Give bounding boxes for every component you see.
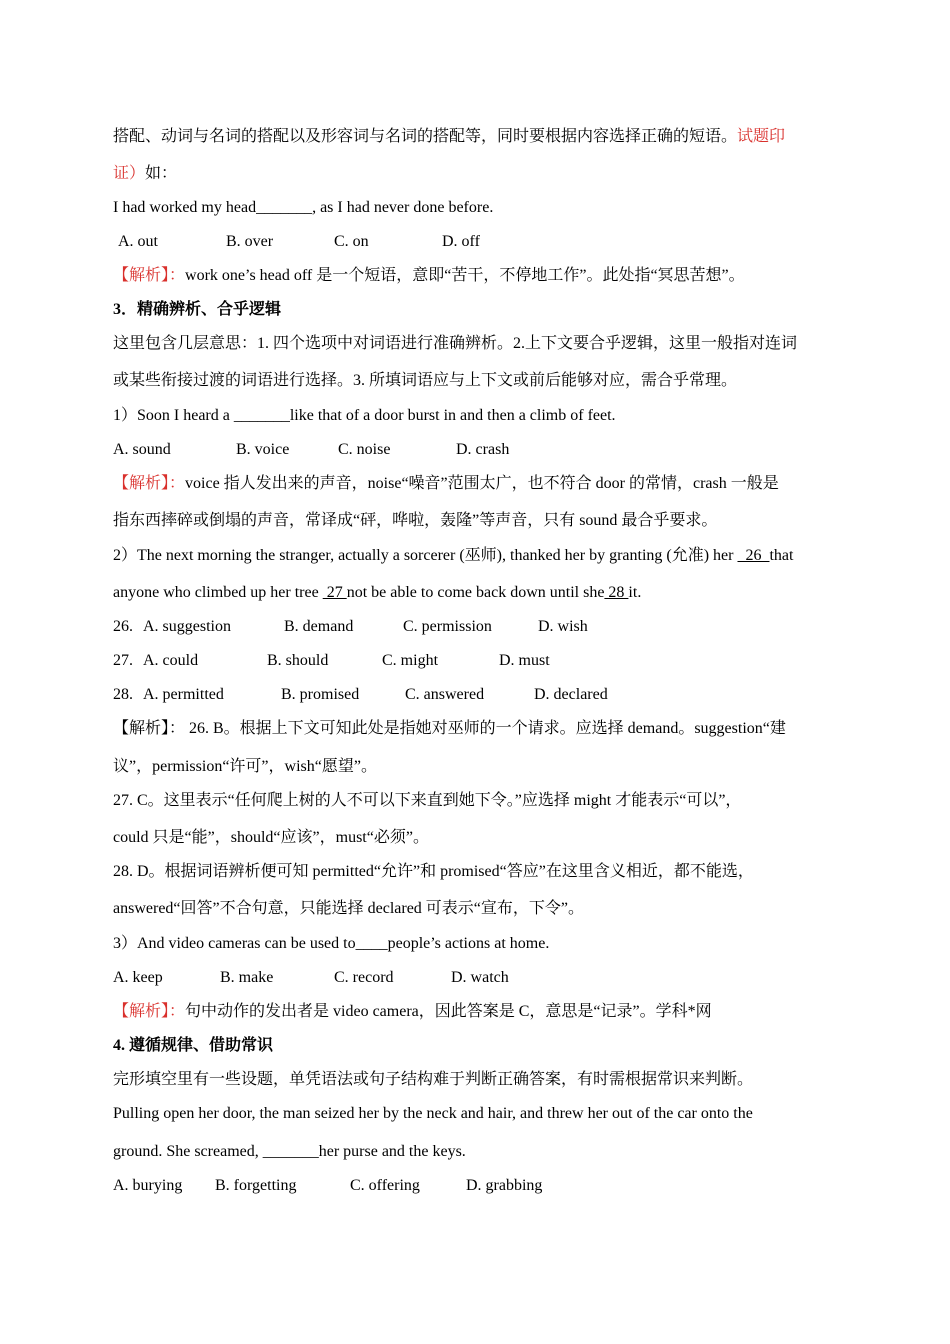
analysis-label: 【解析】： (113, 267, 186, 284)
answer-28-line-1: 28. D。根据词语辨析便可知 permitted“允许”和 promised“答应”在这里含义相近，都不能选， (113, 863, 754, 880)
section-3-desc-1: 这里包含几层意思：1. 四个选项中对词语进行准确辨析。2.上下文要合乎逻辑，这里一般指对连词 (113, 335, 798, 352)
option-a: A. keep (113, 969, 163, 986)
option-d: D. off (442, 233, 480, 250)
option-c: C. on (334, 233, 369, 250)
question-1-analysis-2: 指东西摔碎或倒塌的声音，常译成“砰，哗啦，轰隆”等声音，只有 sound 最合乎要求。 (113, 512, 718, 529)
analysis-text: 句中动作的发出者是 video camera，因此答案是 C，意思是“记录”。学科*网 (185, 1003, 712, 1020)
option-d: D. grabbing (466, 1177, 543, 1194)
answer-28-line-2: answered“回答”不合句意，只能选择 declared 可表示“宣布，下令”。 (113, 900, 585, 917)
question-1-sentence: 1）Soon I heard a _______like that of a door burst in and then a climb of feet. (113, 407, 616, 424)
passage-text: it. (628, 584, 642, 601)
section-4-heading: 4. 遵循规律、借助常识 (113, 1037, 274, 1054)
passage-text: not be able to come back down until she (346, 584, 605, 601)
section-3-heading: 3．精确辨析、合乎逻辑 (113, 301, 282, 318)
passage-text: 2）The next morning the stranger, actually a sorcerer (巫师), thanked her by granting (允准) her (113, 547, 738, 564)
analysis-label: 【解析】： (113, 475, 186, 492)
example-sentence: I had worked my head_______, as I had never done before. (113, 199, 494, 216)
intro-text: 搭配、动词与名词的搭配以及形容词与名词的搭配等，同时要根据内容选择正确的短语。 (113, 128, 738, 145)
question-2-line-2 (113, 583, 641, 603)
option-a: A. out (118, 233, 158, 250)
analysis-text: voice 指人发出来的声音，noise“噪音”范围太广，也不符合 door 的常情，crash 一般是 (185, 475, 779, 492)
question-2-line-1 (113, 546, 793, 566)
option-a: A. burying (113, 1177, 183, 1194)
option-d: D. declared (534, 686, 608, 703)
question-1-analysis-1 (113, 474, 779, 494)
option-d: D. must (499, 652, 550, 669)
source-note: 试题印 (737, 128, 786, 145)
option-d: D. watch (451, 969, 509, 986)
option-a: A. could (143, 652, 199, 669)
option-b: B. voice (236, 441, 290, 458)
option-b: B. demand (284, 618, 354, 635)
option-b: B. make (220, 969, 274, 986)
question-number: 26. (113, 618, 133, 635)
section-3-desc-2: 或某些衔接过渡的词语进行选择。3. 所填词语应与上下文或前后能够对应，需合乎常理。 (113, 372, 738, 389)
answer-27-line-1: 27. C。这里表示“任何爬上树的人不可以下来直到她下令。”应选择 might 才能表示“可以”， (113, 792, 742, 809)
question-number: 27. (113, 652, 133, 669)
option-c: C. might (382, 652, 439, 669)
section-4-desc: 完形填空里有一些设题，单凭语法或句子结构难于判断正确答案，有时需根据常识来判断。 (113, 1071, 754, 1088)
analysis-label: 【解析】： (113, 1003, 186, 1020)
intro-line-2 (113, 164, 177, 184)
option-d: D. crash (456, 441, 510, 458)
option-b: B. forgetting (215, 1177, 297, 1194)
option-c: C. noise (338, 441, 391, 458)
option-c: C. offering (350, 1177, 420, 1194)
option-b: B. over (226, 233, 274, 250)
intro-text-end: 如： (145, 165, 178, 182)
question-3-analysis (113, 1002, 712, 1022)
question-number: 28. (113, 686, 133, 703)
answer-26-line-2: 议”，permission“许可”，wish“愿望”。 (113, 758, 377, 775)
blank-28: 28 (604, 584, 629, 601)
question-3-sentence: 3）And video cameras can be used to____people’s actions at home. (113, 935, 550, 952)
option-a: A. permitted (143, 686, 224, 703)
option-d: D. wish (538, 618, 588, 635)
option-c: C. record (334, 969, 394, 986)
source-note-end: 证） (113, 165, 146, 182)
passage-text: anyone who climbed up her tree (113, 584, 323, 601)
option-a: A. suggestion (143, 618, 231, 635)
blank-26: 26 (737, 547, 770, 564)
section-4-passage-2: ground. She screamed, _______her purse and the keys. (113, 1143, 466, 1160)
option-b: B. promised (281, 686, 360, 703)
option-c: C. answered (405, 686, 485, 703)
answer-27-line-2: could 只是“能”，should“应该”，must“必须”。 (113, 829, 429, 846)
option-a: A. sound (113, 441, 171, 458)
option-b: B. should (267, 652, 329, 669)
passage-text: that (769, 547, 794, 564)
example-analysis (113, 266, 745, 286)
blank-27: 27 (322, 584, 347, 601)
intro-line-1 (113, 127, 785, 147)
analysis-text: work one’s head off 是一个短语，意即“苦干，不停地工作”。此处指“冥思苦想”。 (185, 267, 745, 284)
option-c: C. permission (403, 618, 492, 635)
answer-26-line-1: 【解析】： 26. B。根据上下文可知此处是指她对巫师的一个请求。应选择 demand。suggestion“建 (113, 720, 786, 737)
section-4-passage-1: Pulling open her door, the man seized her by the neck and hair, and threw her out of the car onto the (113, 1105, 753, 1122)
